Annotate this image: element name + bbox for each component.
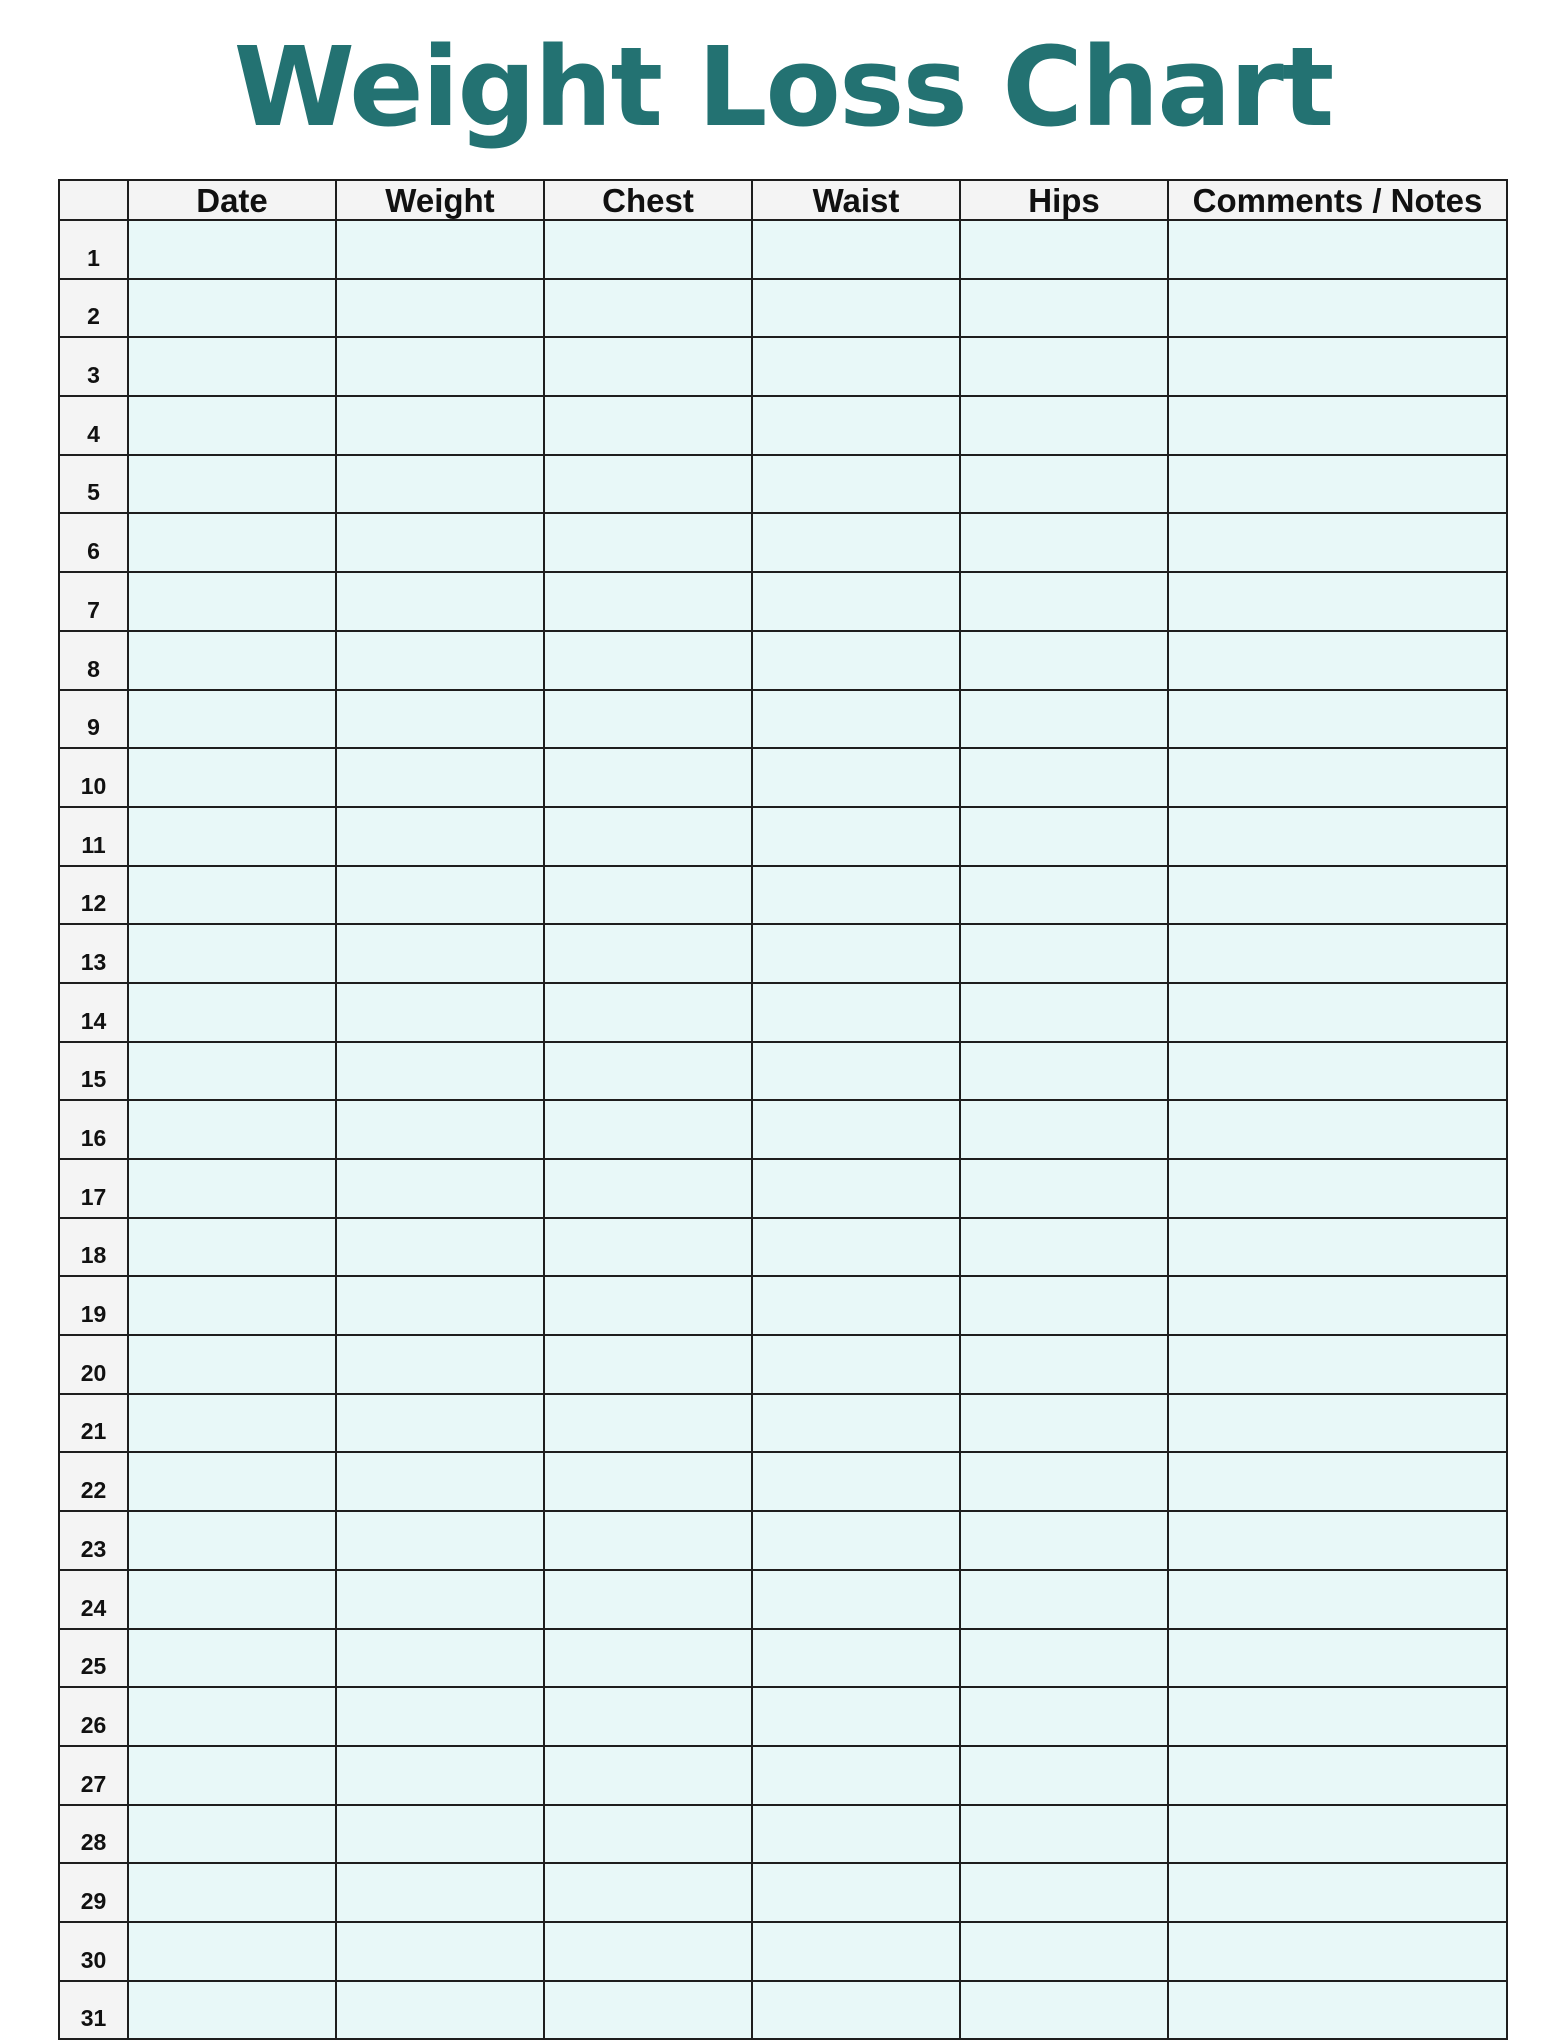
hips-cell[interactable] [960,572,1168,631]
hips-cell[interactable] [960,748,1168,807]
date-cell[interactable] [128,1452,336,1511]
comments-cell[interactable] [1168,220,1507,279]
chest-cell[interactable] [544,455,752,514]
chest-cell[interactable] [544,337,752,396]
hips-cell[interactable] [960,924,1168,983]
weight-cell[interactable] [336,1218,544,1277]
comments-cell[interactable] [1168,807,1507,866]
row-number: 29 [59,1863,128,1922]
table-row [59,1629,1507,1688]
row-number: 5 [59,455,128,514]
comments-cell[interactable] [1168,1687,1507,1746]
hips-cell[interactable] [960,631,1168,690]
weight-cell[interactable] [336,748,544,807]
date-cell[interactable] [128,748,336,807]
chest-cell[interactable] [544,279,752,338]
waist-cell[interactable] [752,1042,960,1101]
comments-cell[interactable] [1168,866,1507,925]
comments-cell[interactable] [1168,396,1507,455]
chest-cell[interactable] [544,631,752,690]
date-cell[interactable] [128,1629,336,1688]
date-cell[interactable] [128,1335,336,1394]
table-row [59,748,1507,807]
comments-cell[interactable] [1168,1570,1507,1629]
table-row [59,1100,1507,1159]
hips-cell[interactable] [960,279,1168,338]
date-cell[interactable] [128,983,336,1042]
date-cell[interactable] [128,631,336,690]
weight-cell[interactable] [336,1922,544,1981]
chest-cell[interactable] [544,983,752,1042]
comments-cell[interactable] [1168,631,1507,690]
date-cell[interactable] [128,572,336,631]
date-cell[interactable] [128,1042,336,1101]
comments-cell[interactable] [1168,1335,1507,1394]
hips-cell[interactable] [960,1805,1168,1864]
row-number: 18 [59,1218,128,1277]
date-cell[interactable] [128,807,336,866]
hips-cell[interactable] [960,1863,1168,1922]
weight-cell[interactable] [336,1335,544,1394]
column-header-hips: Hips [960,180,1168,220]
row-number: 4 [59,396,128,455]
comments-cell[interactable] [1168,748,1507,807]
weight-cell[interactable] [336,866,544,925]
chest-cell[interactable] [544,807,752,866]
row-number: 9 [59,690,128,749]
date-cell[interactable] [128,1981,336,2040]
waist-cell[interactable] [752,396,960,455]
hips-cell[interactable] [960,1394,1168,1453]
weight-cell[interactable] [336,1805,544,1864]
table-row [59,1687,1507,1746]
chest-cell[interactable] [544,1805,752,1864]
comments-cell[interactable] [1168,513,1507,572]
chest-cell[interactable] [544,1394,752,1453]
waist-cell[interactable] [752,1394,960,1453]
table-row [59,1570,1507,1629]
comments-cell[interactable] [1168,924,1507,983]
date-cell[interactable] [128,337,336,396]
row-number: 13 [59,924,128,983]
hips-cell[interactable] [960,1570,1168,1629]
waist-cell[interactable] [752,1100,960,1159]
chest-cell[interactable] [544,1687,752,1746]
hips-cell[interactable] [960,455,1168,514]
waist-cell[interactable] [752,1276,960,1335]
row-number: 8 [59,631,128,690]
weight-cell[interactable] [336,807,544,866]
table-row [59,1159,1507,1218]
comments-cell[interactable] [1168,572,1507,631]
table-row [59,220,1507,279]
chest-cell[interactable] [544,1863,752,1922]
table-row [59,1335,1507,1394]
table-row [59,1042,1507,1101]
comments-cell[interactable] [1168,1218,1507,1277]
table-row [59,1981,1507,2040]
chest-cell[interactable] [544,690,752,749]
waist-cell[interactable] [752,631,960,690]
row-number: 11 [59,807,128,866]
date-cell[interactable] [128,924,336,983]
comments-cell[interactable] [1168,1394,1507,1453]
weight-cell[interactable] [336,1746,544,1805]
column-header-comments: Comments / Notes [1168,180,1507,220]
table-row [59,1452,1507,1511]
weight-cell[interactable] [336,690,544,749]
waist-cell[interactable] [752,337,960,396]
corner-cell [59,180,128,220]
table-row [59,1746,1507,1805]
chest-cell[interactable] [544,1511,752,1570]
chest-cell[interactable] [544,1159,752,1218]
column-header-waist: Waist [752,180,960,220]
weight-cell[interactable] [336,1394,544,1453]
chest-cell[interactable] [544,513,752,572]
weight-cell[interactable] [336,1687,544,1746]
row-number: 25 [59,1629,128,1688]
weight-log-table [58,179,1508,2040]
row-number: 20 [59,1335,128,1394]
weight-cell[interactable] [336,1511,544,1570]
comments-cell[interactable] [1168,690,1507,749]
chest-cell[interactable] [544,1452,752,1511]
weight-cell[interactable] [336,1042,544,1101]
row-number: 15 [59,1042,128,1101]
waist-cell[interactable] [752,1452,960,1511]
weight-cell[interactable] [336,279,544,338]
table-row [59,513,1507,572]
row-number: 26 [59,1687,128,1746]
comments-cell[interactable] [1168,983,1507,1042]
hips-cell[interactable] [960,1335,1168,1394]
waist-cell[interactable] [752,1687,960,1746]
waist-cell[interactable] [752,1218,960,1277]
row-number: 27 [59,1746,128,1805]
hips-cell[interactable] [960,690,1168,749]
chest-cell[interactable] [544,1570,752,1629]
waist-cell[interactable] [752,866,960,925]
hips-cell[interactable] [960,983,1168,1042]
row-number: 16 [59,1100,128,1159]
comments-cell[interactable] [1168,1629,1507,1688]
date-cell[interactable] [128,1511,336,1570]
row-number: 6 [59,513,128,572]
table-row [59,866,1507,925]
table-body [59,220,1507,2039]
hips-cell[interactable] [960,337,1168,396]
row-number: 23 [59,1511,128,1570]
date-cell[interactable] [128,455,336,514]
date-cell[interactable] [128,866,336,925]
row-number: 19 [59,1276,128,1335]
hips-cell[interactable] [960,866,1168,925]
weight-cell[interactable] [336,513,544,572]
table-row [59,1805,1507,1864]
waist-cell[interactable] [752,1511,960,1570]
hips-cell[interactable] [960,220,1168,279]
weight-cell[interactable] [336,1629,544,1688]
chest-cell[interactable] [544,924,752,983]
table-row [59,1511,1507,1570]
comments-cell[interactable] [1168,1805,1507,1864]
table-row [59,572,1507,631]
comments-cell[interactable] [1168,1042,1507,1101]
comments-cell[interactable] [1168,1746,1507,1805]
date-cell[interactable] [128,396,336,455]
weight-cell[interactable] [336,1276,544,1335]
weight-cell[interactable] [336,1159,544,1218]
date-cell[interactable] [128,1687,336,1746]
comments-cell[interactable] [1168,1276,1507,1335]
row-number: 10 [59,748,128,807]
waist-cell[interactable] [752,1629,960,1688]
row-number: 30 [59,1922,128,1981]
hips-cell[interactable] [960,1981,1168,2040]
comments-cell[interactable] [1168,279,1507,338]
weight-cell[interactable] [336,1981,544,2040]
hips-cell[interactable] [960,807,1168,866]
comments-cell[interactable] [1168,1159,1507,1218]
hips-cell[interactable] [960,1629,1168,1688]
date-cell[interactable] [128,1922,336,1981]
table-row [59,690,1507,749]
waist-cell[interactable] [752,513,960,572]
weight-cell[interactable] [336,1452,544,1511]
table-row [59,396,1507,455]
weight-cell[interactable] [336,924,544,983]
hips-cell[interactable] [960,396,1168,455]
chest-cell[interactable] [544,866,752,925]
comments-cell[interactable] [1168,1922,1507,1981]
waist-cell[interactable] [752,983,960,1042]
weight-cell[interactable] [336,1100,544,1159]
chest-cell[interactable] [544,396,752,455]
comments-cell[interactable] [1168,1100,1507,1159]
chest-cell[interactable] [544,1276,752,1335]
waist-cell[interactable] [752,1863,960,1922]
date-cell[interactable] [128,1276,336,1335]
hips-cell[interactable] [960,1922,1168,1981]
table-row [59,279,1507,338]
hips-cell[interactable] [960,1042,1168,1101]
table-row [59,631,1507,690]
table-row [59,924,1507,983]
waist-cell[interactable] [752,1981,960,2040]
weight-cell[interactable] [336,220,544,279]
waist-cell[interactable] [752,807,960,866]
row-number: 2 [59,279,128,338]
comments-cell[interactable] [1168,337,1507,396]
chest-cell[interactable] [544,220,752,279]
hips-cell[interactable] [960,1276,1168,1335]
waist-cell[interactable] [752,572,960,631]
waist-cell[interactable] [752,1922,960,1981]
table-row [59,1218,1507,1277]
column-header-weight: Weight [336,180,544,220]
date-cell[interactable] [128,1100,336,1159]
waist-cell[interactable] [752,279,960,338]
chest-cell[interactable] [544,1100,752,1159]
table-row [59,1394,1507,1453]
date-cell[interactable] [128,1159,336,1218]
row-number: 21 [59,1394,128,1453]
comments-cell[interactable] [1168,455,1507,514]
waist-cell[interactable] [752,1570,960,1629]
column-header-date: Date [128,180,336,220]
comments-cell[interactable] [1168,1863,1507,1922]
header-row [59,180,1507,220]
hips-cell[interactable] [960,1159,1168,1218]
weight-cell[interactable] [336,983,544,1042]
date-cell[interactable] [128,513,336,572]
date-cell[interactable] [128,1394,336,1453]
row-number: 24 [59,1570,128,1629]
row-number: 28 [59,1805,128,1864]
page-title: Weight Loss Chart [233,23,1333,151]
waist-cell[interactable] [752,1805,960,1864]
date-cell[interactable] [128,1218,336,1277]
chest-cell[interactable] [544,1746,752,1805]
comments-cell[interactable] [1168,1452,1507,1511]
row-number: 12 [59,866,128,925]
table-row [59,1863,1507,1922]
date-cell[interactable] [128,690,336,749]
weight-cell[interactable] [336,455,544,514]
date-cell[interactable] [128,1805,336,1864]
waist-cell[interactable] [752,455,960,514]
row-number: 14 [59,983,128,1042]
waist-cell[interactable] [752,220,960,279]
comments-cell[interactable] [1168,1511,1507,1570]
table-row [59,1276,1507,1335]
weight-cell[interactable] [336,396,544,455]
chest-cell[interactable] [544,1218,752,1277]
chest-cell[interactable] [544,572,752,631]
row-number: 17 [59,1159,128,1218]
row-number: 7 [59,572,128,631]
hips-cell[interactable] [960,1100,1168,1159]
chest-cell[interactable] [544,1042,752,1101]
comments-cell[interactable] [1168,1981,1507,2040]
date-cell[interactable] [128,1746,336,1805]
date-cell[interactable] [128,220,336,279]
waist-cell[interactable] [752,748,960,807]
hips-cell[interactable] [960,1452,1168,1511]
hips-cell[interactable] [960,1687,1168,1746]
chest-cell[interactable] [544,1629,752,1688]
weight-cell[interactable] [336,631,544,690]
table-row [59,983,1507,1042]
waist-cell[interactable] [752,690,960,749]
hips-cell[interactable] [960,513,1168,572]
chest-cell[interactable] [544,1335,752,1394]
weight-cell[interactable] [336,1863,544,1922]
waist-cell[interactable] [752,1159,960,1218]
chest-cell[interactable] [544,1981,752,2040]
weight-cell[interactable] [336,337,544,396]
row-number: 1 [59,220,128,279]
chest-cell[interactable] [544,1922,752,1981]
hips-cell[interactable] [960,1218,1168,1277]
row-number: 3 [59,337,128,396]
waist-cell[interactable] [752,1335,960,1394]
waist-cell[interactable] [752,924,960,983]
table-row [59,807,1507,866]
row-number: 22 [59,1452,128,1511]
waist-cell[interactable] [752,1746,960,1805]
row-number: 31 [59,1981,128,2040]
date-cell[interactable] [128,279,336,338]
table-row [59,337,1507,396]
hips-cell[interactable] [960,1746,1168,1805]
date-cell[interactable] [128,1863,336,1922]
column-header-chest: Chest [544,180,752,220]
chest-cell[interactable] [544,748,752,807]
table-row [59,1922,1507,1981]
date-cell[interactable] [128,1570,336,1629]
weight-cell[interactable] [336,572,544,631]
table-row [59,455,1507,514]
hips-cell[interactable] [960,1511,1168,1570]
weight-cell[interactable] [336,1570,544,1629]
